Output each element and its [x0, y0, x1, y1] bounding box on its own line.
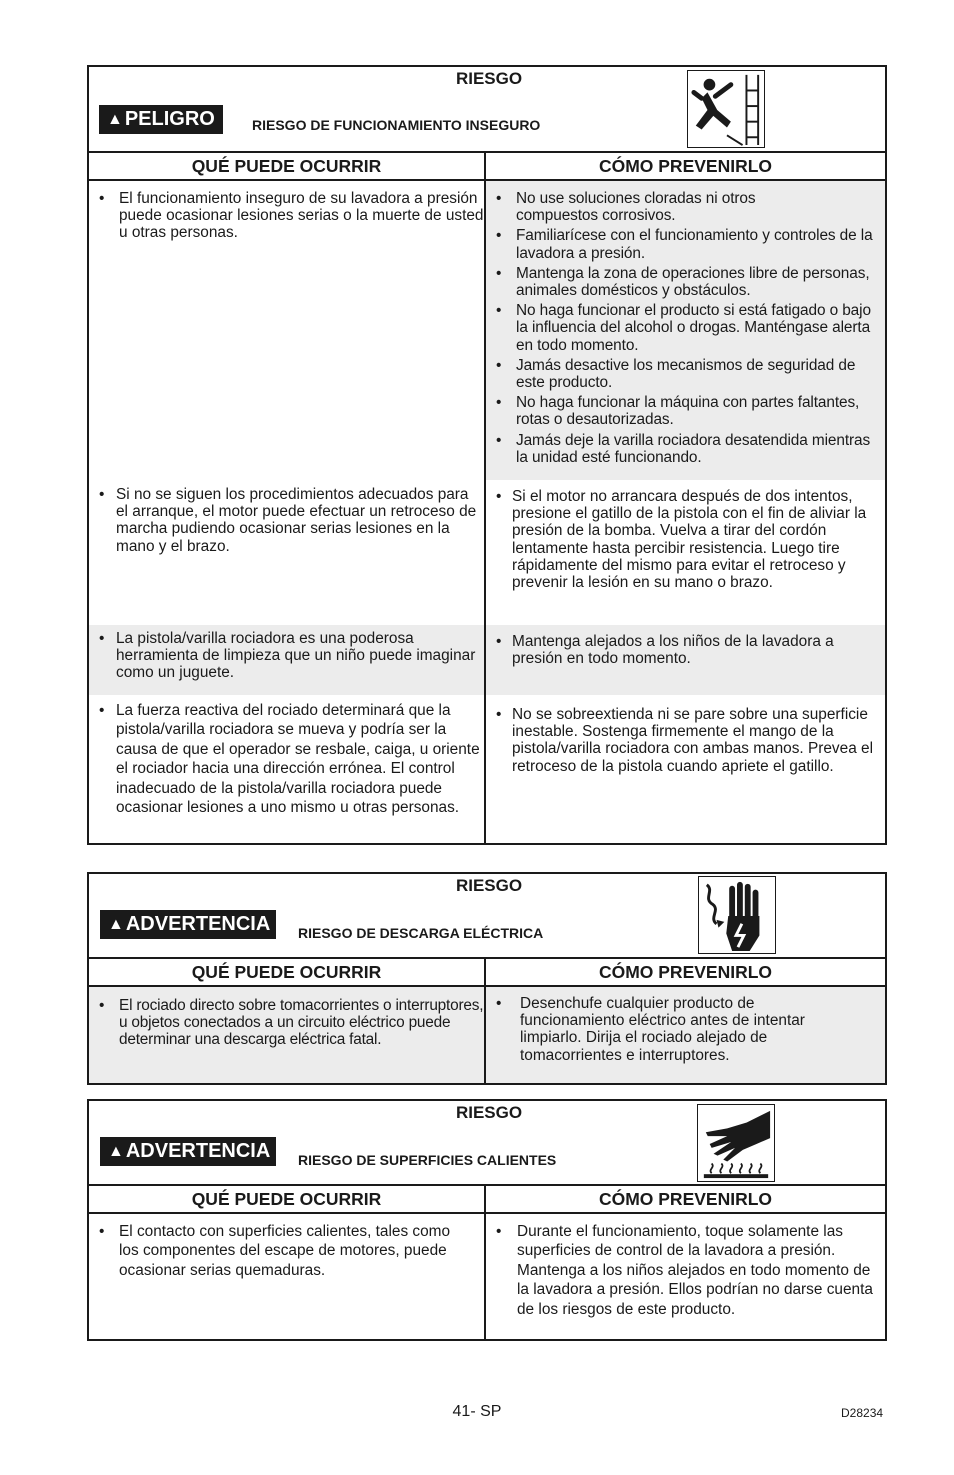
what-cell — [89, 480, 486, 625]
list-item: • El rociado directo sobre tomacorrientes o interruptores, u objetos conectados a un circuito eléctrico puede determinar una descarga eléctrica fatal. — [89, 997, 484, 1049]
list-item: • No se sobreextienda ni se pare sobre una superficie inestable. Sostenga firmemente el mango de la pistola/varilla rociadora con ambas manos. Prevea el retroceso de la pistola cuando apriete el gatillo. — [486, 706, 885, 775]
page-number: 41- SP — [452, 1403, 502, 1420]
how-cell — [486, 625, 885, 695]
hazard-table-electric-shock — [87, 872, 887, 1085]
hazard-header — [89, 874, 885, 959]
badge-label: PELIGRO — [124, 108, 215, 130]
riesgo-title: RIESGO — [455, 876, 523, 895]
col-how-header: CÓMO PREVENIRLO — [598, 962, 773, 982]
what-cell — [89, 181, 486, 480]
table-row — [89, 480, 885, 625]
how-cell — [486, 480, 885, 625]
what-cell — [89, 1214, 486, 1339]
col-how-header: CÓMO PREVENIRLO — [598, 156, 773, 176]
hazard-table-unsafe-operation — [87, 65, 887, 845]
riesgo-title: RIESGO — [455, 1103, 523, 1122]
col-what-header: QUÉ PUEDE OCURRIR — [89, 959, 486, 985]
hazard-name: RIESGO DE DESCARGA ELÉCTRICA — [298, 925, 544, 941]
list-item: • Si el motor no arrancara después de dos intentos, presione el gatillo de la pistola con el fin de aliviar la presión de la bomba. Vuelva a tirar del cordón lentamente hasta percibir resistencia. Luego tire rápidamente del mismo para evitar el retroceso y prevenir la lesión en su mano o brazo. — [486, 488, 885, 591]
hazard-name: RIESGO DE FUNCIONAMIENTO INSEGURO — [252, 117, 541, 133]
col-what-header: QUÉ PUEDE OCURRIR — [89, 153, 486, 179]
list-item: • La pistola/varilla rociadora es una poderosa herramienta de limpieza que un niño puede imaginar como un juguete. — [89, 630, 484, 682]
hazard-table-hot-surfaces — [87, 1099, 887, 1341]
col-what-header: QUÉ PUEDE OCURRIR — [89, 1186, 486, 1212]
column-headers — [89, 153, 885, 181]
table-row — [89, 695, 885, 845]
how-cell — [486, 695, 885, 845]
advertencia-badge — [100, 1137, 276, 1166]
list-item: • Mantenga la zona de operaciones libre de personas, animales domésticos y obstáculos. — [486, 265, 885, 299]
table-row — [89, 625, 885, 695]
column-headers — [89, 1186, 885, 1214]
hazard-header — [89, 1101, 885, 1186]
riesgo-title: RIESGO — [455, 69, 523, 88]
how-cell — [486, 987, 885, 1083]
col-how-header: CÓMO PREVENIRLO — [598, 1189, 773, 1209]
how-cell — [486, 1214, 885, 1339]
list-item: • La fuerza reactiva del rociado determinará que la pistola/varilla rociadora se mueva y podría ser la causa de que el operador se resbale, caiga, u oriente el rociador hacia una dirección errónea. El control inadecuado de la pistola/varilla rociadora puede ocasionar lesiones a uno mismo u otras personas. — [89, 701, 484, 817]
list-item: • Durante el funcionamiento, toque solamente las superficies de control de la lavadora a presión. Mantenga a los niños alejados en todo momento de la lavadora a presión. Ellos podrían no darse cuenta de los riesgos de este producto. — [486, 1222, 885, 1319]
list-item: • No haga funcionar la máquina con partes faltantes, rotas o desautorizadas. — [486, 394, 885, 428]
hot-surface-hand-icon — [697, 1104, 775, 1182]
advertencia-badge — [100, 910, 276, 939]
list-item: • Familiarícese con el funcionamiento y controles de la lavadora a presión. — [486, 227, 885, 261]
hazard-header — [89, 67, 885, 153]
list-item: • El contacto con superficies calientes, tales como los componentes del escape de motores, puede ocasionar serias quemaduras. — [89, 1222, 484, 1280]
table-row — [89, 181, 885, 480]
list-item: • Si no se siguen los procedimientos adecuados para el arranque, el motor puede efectuar un retroceso de marcha pudiendo ocasionar serias lesiones en la mano y el brazo. — [89, 486, 484, 555]
badge-label: ADVERTENCIA — [125, 1140, 271, 1162]
warning-triangle-icon: ▲ — [107, 111, 123, 128]
electric-shock-hand-icon — [698, 876, 776, 954]
document-code: D28234 — [841, 1406, 884, 1420]
table-row — [89, 1214, 885, 1339]
list-item: • Desenchufe cualquier producto de funcionamiento eléctrico antes de intentar limpiarlo. Dirija el rociado alejado de tomacorrientes e interruptores. — [486, 995, 885, 1064]
badge-label: ADVERTENCIA — [125, 913, 271, 935]
list-item: • Jamás desactive los mecanismos de seguridad de este producto. — [486, 357, 885, 391]
list-item: • El funcionamiento inseguro de su lavadora a presión puede ocasionar lesiones serias o la muerte de usted u otras personas. — [89, 190, 484, 242]
person-slipping-falling-icon — [687, 70, 765, 148]
what-cell — [89, 625, 486, 695]
warning-triangle-icon: ▲ — [108, 916, 124, 933]
how-cell — [486, 181, 885, 480]
column-headers — [89, 959, 885, 987]
table-row — [89, 987, 885, 1083]
warning-triangle-icon: ▲ — [108, 1143, 124, 1160]
what-cell — [89, 987, 486, 1083]
peligro-badge — [99, 105, 223, 134]
list-item: • No use soluciones cloradas ni otros compuestos corrosivos. — [486, 190, 885, 224]
what-cell — [89, 695, 486, 845]
list-item: • Mantenga alejados a los niños de la lavadora a presión en todo momento. — [486, 633, 885, 667]
list-item: • No haga funcionar el producto si está fatigado o bajo la influencia del alcohol o drogas. Manténgase alerta en todo momento. — [486, 302, 885, 354]
list-item: • Jamás deje la varilla rociadora desatendida mientras la unidad esté funcionando. — [486, 432, 885, 466]
hazard-name: RIESGO DE SUPERFICIES CALIENTES — [298, 1152, 557, 1168]
